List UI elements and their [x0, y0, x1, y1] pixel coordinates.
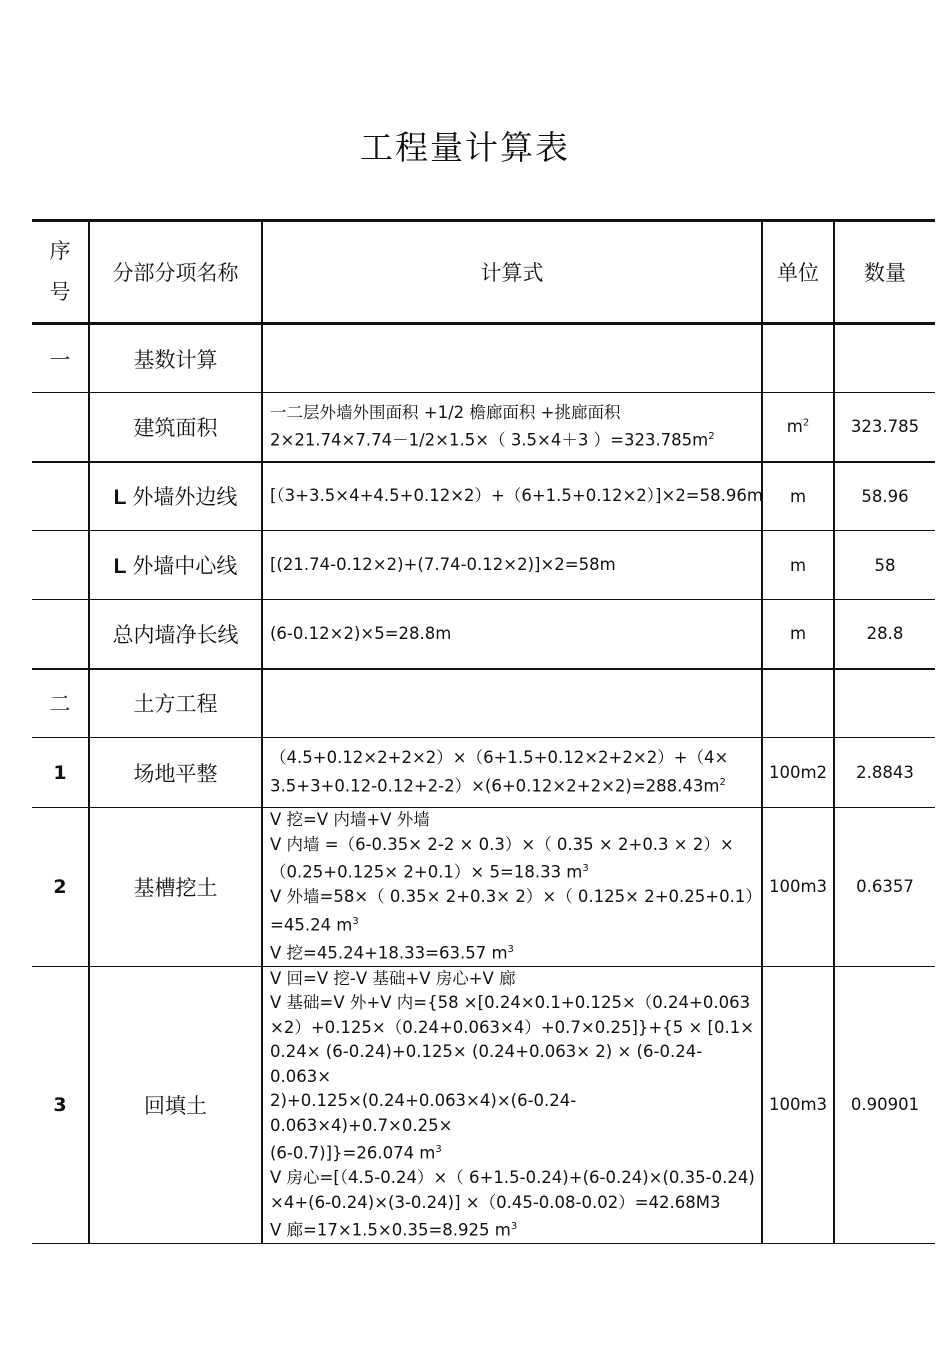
formula-line: 0.24× (6-0.24)+0.125× (0.24+0.063× 2) × (6-0.24-0.063× — [270, 1042, 703, 1086]
row-formula — [262, 669, 762, 738]
row-unit: $m^2$ — [762, 393, 834, 462]
row-seq: 二 — [32, 669, 89, 738]
row-formula — [262, 966, 762, 1244]
row-name-cell — [89, 324, 262, 393]
row-quantity: 2.8843 — [834, 738, 935, 808]
row-seq — [32, 600, 89, 669]
row-seq: 一 — [32, 324, 89, 393]
row-formula — [262, 600, 762, 669]
row-formula — [262, 393, 762, 462]
row-formula — [262, 738, 762, 808]
row-name-cell — [89, 531, 262, 600]
row-line-mark: L — [113, 555, 127, 578]
row-name: 基槽挖土 — [133, 875, 218, 900]
table-row — [32, 531, 935, 600]
row-seq: 3 — [32, 966, 89, 1244]
row-quantity: 28.8 — [834, 600, 935, 669]
header-seq-line1: 序 — [49, 239, 71, 263]
row-seq: 2 — [32, 808, 89, 967]
formula-line: [（3+3.5×4+4.5+0.12×2）+（6+1.5+0.12×2）]×2=58.96m — [270, 486, 763, 505]
row-name: 总内墙净长线 — [112, 622, 239, 647]
row-name-cell — [89, 808, 262, 967]
formula-line: V 外墙=58×（ 0.35× 2+0.3× 2）×（ 0.125× 2+0.25+0.1） — [270, 887, 762, 906]
page-title: 工程量计算表 — [360, 128, 570, 167]
row-formula — [262, 531, 762, 600]
row-name-cell — [89, 966, 262, 1244]
row-quantity — [834, 324, 935, 393]
row-name: 土方工程 — [133, 692, 218, 717]
row-quantity: 58.96 — [834, 462, 935, 531]
row-quantity: 323.785 — [834, 393, 935, 462]
formula-line: 一二层外墙外围面积 +1/2 檐廊面积 +挑廊面积 — [270, 402, 621, 422]
formula-line: (6-0.12×2)×5=28.8m — [270, 623, 452, 643]
row-unit: 100m3 — [762, 966, 834, 1244]
row-unit: 100m3 — [762, 808, 834, 967]
row-formula — [262, 324, 762, 393]
row-name: 回填土 — [144, 1093, 207, 1118]
row-name-cell — [89, 462, 262, 531]
formula-line: V 内墙 =（6-0.35× 2-2 × 0.3）×（ 0.35 × 2+0.3 × 2）× — [270, 834, 734, 854]
row-name: 建筑面积 — [133, 415, 218, 440]
row-quantity: 0.6357 — [834, 808, 935, 967]
table-row — [32, 808, 935, 967]
table-row — [32, 393, 935, 462]
formula-line: V 基础=V 外+V 内={58 ×[0.24×0.1+0.125×（0.24+0.063 — [270, 993, 751, 1012]
formula-line: V 廊=17×1.5×0.35=8.925 $m^3$ — [270, 1220, 518, 1240]
header-seq — [32, 221, 89, 324]
header-quantity: 数量 — [834, 221, 935, 324]
row-line-mark: L — [113, 486, 127, 510]
formula-line: V 回=V 挖-V 基础+V 房心+V 廊 — [270, 968, 516, 988]
formula-line: V 挖=V 内墙+V 外墙 — [270, 810, 430, 829]
formula-line: （0.25+0.125× 2+0.1）× 5=18.33 $m^3$ — [270, 862, 589, 882]
row-name-cell — [89, 669, 262, 738]
formula-line: 2)+0.125×(0.24+0.063×4)×(6-0.24-0.063×4)+0.7×0.25× — [270, 1091, 577, 1135]
row-name-cell — [89, 600, 262, 669]
formula-line: (6-0.7)]}=26.074 $m^3$ — [270, 1143, 442, 1163]
formula-line: $3.5+3+0.12-0.12+2-2)\times(6+0.12\times 2+2\times 2)=288.43m^2$ — [270, 776, 726, 796]
row-quantity — [834, 669, 935, 738]
row-name: 外墙外边线 — [132, 485, 238, 510]
formula-line: 2×21.74×7.74－1/2×1.5×（ 3.5×4＋3 ）$=323.785m^2$ — [270, 430, 715, 450]
table-row — [32, 669, 935, 738]
row-quantity: 58 — [834, 531, 935, 600]
row-name-cell — [89, 738, 262, 808]
row-unit: 100m2 — [762, 738, 834, 808]
header-unit: 单位 — [762, 221, 834, 324]
quantity-table — [32, 219, 935, 1244]
formula-line: （4.5+0.12×2+2×2）×（6+1.5+0.12×2+2×2）+（4× — [270, 748, 729, 768]
formula-line: V 房心=[（4.5-0.24）×（ 6+1.5-0.24)+(6-0.24)×(0.35-0.24) — [270, 1168, 755, 1187]
row-name: 外墙中心线 — [132, 554, 238, 578]
table-row — [32, 738, 935, 808]
formula-line: V 挖=45.24+18.33=63.57 $m^3$ — [270, 943, 514, 962]
row-formula — [262, 808, 762, 967]
row-seq: 1 — [32, 738, 89, 808]
header-seq-line2: 号 — [49, 280, 71, 304]
row-unit: m — [762, 600, 834, 669]
table-row — [32, 600, 935, 669]
table-row — [32, 462, 935, 531]
table-header-row — [32, 221, 935, 324]
row-unit: m — [762, 531, 834, 600]
row-name: 基数计算 — [133, 347, 218, 372]
row-seq — [32, 462, 89, 531]
row-name: 场地平整 — [133, 761, 218, 786]
table-row — [32, 966, 935, 1244]
row-seq — [32, 531, 89, 600]
row-unit — [762, 324, 834, 393]
row-formula — [262, 462, 762, 531]
formula-line: [(21.74-0.12×2)+(7.74-0.12×2)]×2=58m — [270, 554, 616, 574]
formula-line: ×4+(6-0.24)×(3-0.24)] ×（0.45-0.08-0.02）=42.68M3 — [270, 1192, 721, 1212]
header-name: 分部分项名称 — [89, 221, 262, 324]
formula-line: =45.24 $m^3$ — [270, 915, 359, 934]
row-quantity: 0.90901 — [834, 966, 935, 1244]
row-name-cell — [89, 393, 262, 462]
row-unit — [762, 669, 834, 738]
header-formula: 计算式 — [262, 221, 762, 324]
row-seq — [32, 393, 89, 462]
table-row — [32, 324, 935, 393]
row-unit: m — [762, 462, 834, 531]
formula-line: ×2）+0.125×（0.24+0.063×4）+0.7×0.25]}+{5 × [0.1× — [270, 1017, 755, 1037]
